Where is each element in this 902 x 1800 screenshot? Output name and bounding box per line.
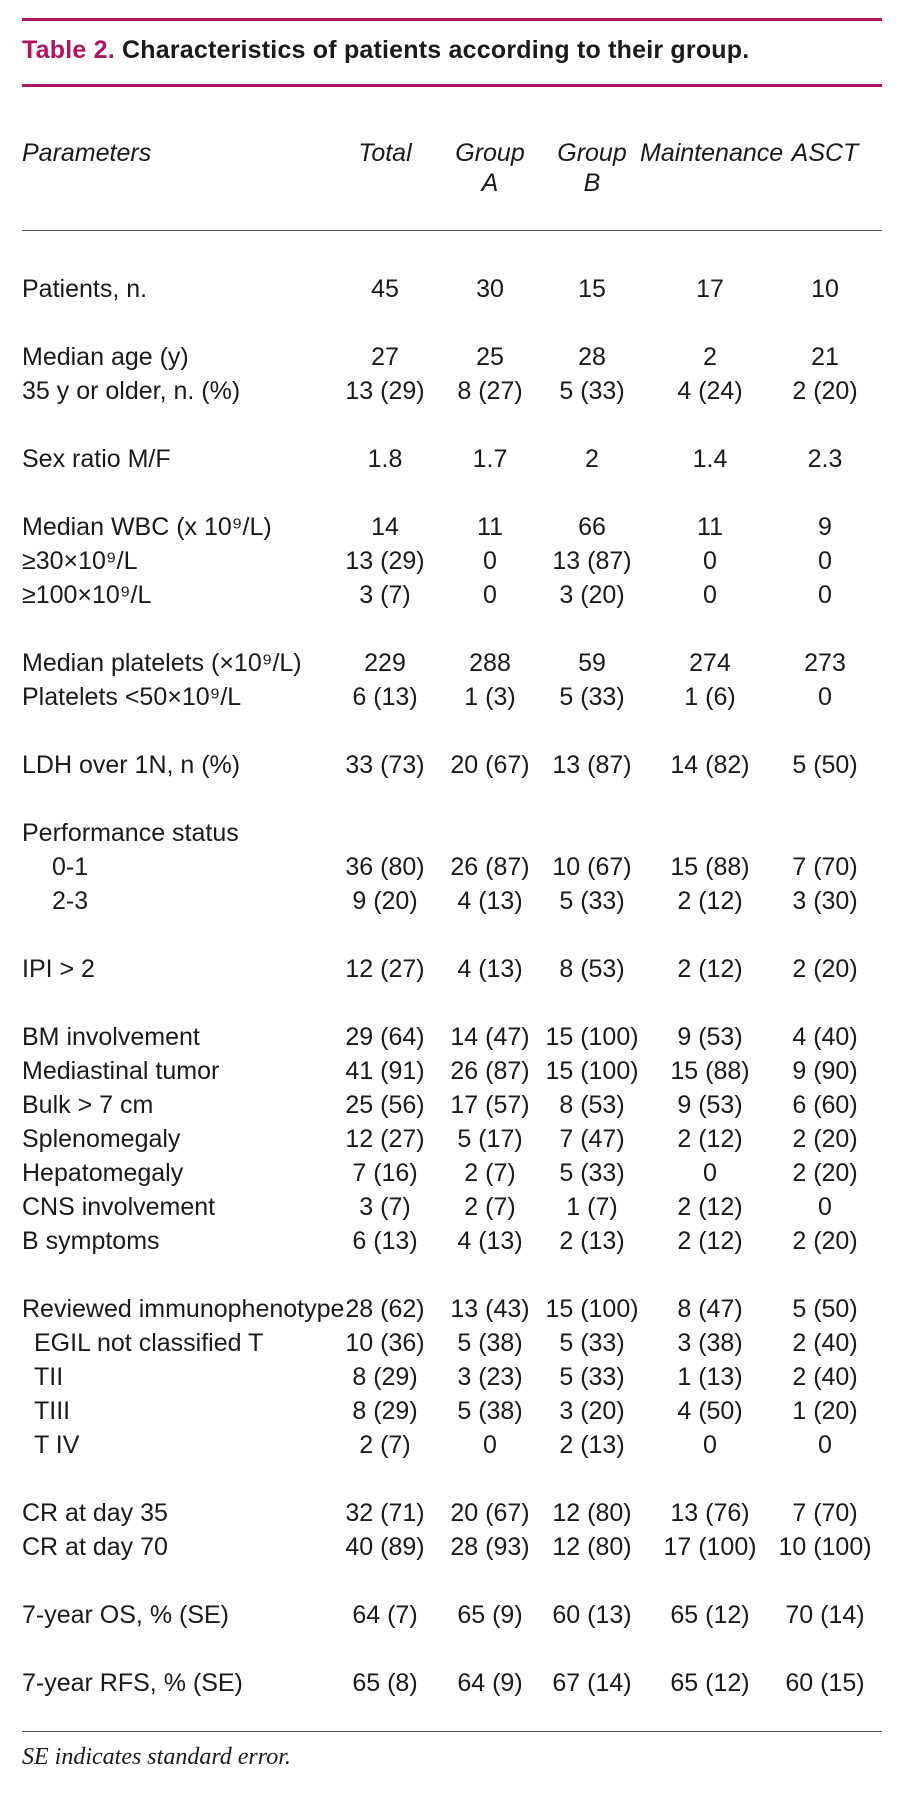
cell-asct: 9 (90) [792,1057,858,1085]
cell-total: 36 (80) [345,853,425,881]
cell-asct: 0 [818,1431,832,1459]
cell-total: 8 (29) [352,1397,418,1425]
cell-total: 2 (7) [359,1431,411,1459]
table-row [0,1496,902,1530]
cell-asct: 2 (20) [792,377,858,405]
row-label: Performance status [22,819,239,847]
cell-maintenance: 0 [703,1159,717,1187]
cell-group-a: 2 (7) [464,1159,516,1187]
row-label: 2-3 [52,887,89,915]
cell-maintenance: 13 (76) [670,1499,750,1527]
cell-group-a: 5 (38) [457,1397,523,1425]
cell-asct: 70 (14) [785,1601,865,1629]
cell-group-a: 1 (3) [464,683,516,711]
row-label: Median WBC (x 10⁹/L) [22,513,272,541]
cell-total: 8 (29) [352,1363,418,1391]
cell-maintenance: 1 (13) [677,1363,743,1391]
header-asct: ASCT [791,139,859,167]
cell-group-a: 0 [483,547,497,575]
header-rule [22,230,882,231]
row-label: 7-year RFS, % (SE) [22,1669,243,1697]
cell-maintenance: 65 (12) [670,1601,750,1629]
table-row [0,1530,902,1564]
cell-group-a: 28 (93) [450,1533,530,1561]
cell-asct: 10 [811,275,839,303]
row-label: ≥30×10⁹/L [22,547,138,575]
cell-asct: 0 [818,683,832,711]
header-group-a-line2: A [481,169,499,197]
cell-group-a: 65 (9) [457,1601,523,1629]
cell-maintenance: 9 (53) [677,1091,743,1119]
cell-asct: 2.3 [807,445,843,473]
cell-group-b: 2 (13) [559,1431,625,1459]
cell-maintenance: 2 [703,343,717,371]
cell-total: 13 (29) [345,377,425,405]
cell-group-a: 4 (13) [457,955,523,983]
row-label: Reviewed immunophenotype [22,1295,345,1323]
cell-maintenance: 0 [703,547,717,575]
cell-group-a: 4 (13) [457,1227,523,1255]
row-label: B symptoms [22,1227,160,1255]
cell-total: 7 (16) [352,1159,418,1187]
cell-group-a: 1.7 [472,445,508,473]
table-top-rule [22,18,882,21]
table-row [0,1292,902,1326]
table-row [0,1394,902,1428]
cell-total: 10 (36) [345,1329,425,1357]
table-row [0,850,902,884]
table-row [0,1326,902,1360]
table-row [0,680,902,714]
table-row [0,340,902,374]
header-parameters: Parameters [22,139,152,167]
table-row [0,578,902,612]
cell-asct: 0 [818,547,832,575]
cell-group-b: 5 (33) [559,1159,625,1187]
cell-total: 6 (13) [352,1227,418,1255]
cell-group-b: 3 (20) [559,581,625,609]
cell-group-a: 3 (23) [457,1363,523,1391]
footnote: SE indicates standard error. [22,1744,291,1770]
row-label: TII [34,1363,64,1391]
table-row [0,1428,902,1462]
cell-maintenance: 9 (53) [677,1023,743,1051]
cell-total: 6 (13) [352,683,418,711]
cell-total: 64 (7) [352,1601,418,1629]
table-row [0,374,902,408]
cell-total: 33 (73) [345,751,425,779]
table-row [0,272,902,306]
cell-total: 45 [371,275,399,303]
row-label: Hepatomegaly [22,1159,184,1187]
cell-group-b: 15 (100) [545,1295,639,1323]
cell-asct: 2 (20) [792,1125,858,1153]
row-label: 7-year OS, % (SE) [22,1601,229,1629]
cell-total: 3 (7) [359,1193,411,1221]
cell-group-b: 1 (7) [566,1193,618,1221]
cell-total: 65 (8) [352,1669,418,1697]
cell-group-a: 25 [476,343,504,371]
cell-maintenance: 2 (12) [677,1193,743,1221]
table-row [0,952,902,986]
table-row [0,1190,902,1224]
cell-total: 41 (91) [345,1057,425,1085]
cell-group-b: 60 (13) [552,1601,632,1629]
row-label: IPI > 2 [22,955,95,983]
cell-asct: 10 (100) [778,1533,872,1561]
cell-group-a: 30 [476,275,504,303]
cell-maintenance: 8 (47) [677,1295,743,1323]
cell-group-b: 5 (33) [559,683,625,711]
cell-group-a: 5 (38) [457,1329,523,1357]
cell-asct: 3 (30) [792,887,858,915]
cell-total: 229 [364,649,406,677]
table-row [0,544,902,578]
cell-group-a: 0 [483,581,497,609]
header-group-a [435,138,545,198]
row-label: Bulk > 7 cm [22,1091,154,1119]
cell-asct: 7 (70) [792,853,858,881]
cell-group-a: 13 (43) [450,1295,530,1323]
table-caption: Characteristics of patients according to their group. [122,36,750,64]
cell-group-a: 14 (47) [450,1023,530,1051]
cell-total: 1.8 [367,445,403,473]
table-row [0,1598,902,1632]
cell-group-a: 20 (67) [450,751,530,779]
cell-group-b: 5 (33) [559,377,625,405]
cell-total: 28 (62) [345,1295,425,1323]
cell-group-b: 7 (47) [559,1125,625,1153]
cell-maintenance: 3 (38) [677,1329,743,1357]
cell-group-b: 5 (33) [559,1363,625,1391]
cell-group-a: 20 (67) [450,1499,530,1527]
row-label: Median platelets (×10⁹/L) [22,649,302,677]
row-label: CR at day 70 [22,1533,168,1561]
cell-total: 29 (64) [345,1023,425,1051]
cell-group-b: 8 (53) [559,955,625,983]
cell-maintenance: 0 [703,1431,717,1459]
table-row [0,1088,902,1122]
table-row [0,442,902,476]
cell-maintenance: 11 [697,513,723,541]
table-row [0,1360,902,1394]
cell-group-b: 59 [578,649,606,677]
row-label: EGIL not classified T [34,1329,264,1357]
table-row [0,1666,902,1700]
row-label: CNS involvement [22,1193,216,1221]
header-group-b-line2: B [583,169,601,197]
cell-group-a: 17 (57) [450,1091,530,1119]
cell-group-a: 288 [469,649,511,677]
cell-maintenance: 274 [689,649,731,677]
cell-group-b: 67 (14) [552,1669,632,1697]
cell-maintenance: 4 (50) [677,1397,743,1425]
cell-group-b: 5 (33) [559,887,625,915]
table-number: Table 2. [22,36,115,64]
cell-asct: 1 (20) [792,1397,858,1425]
cell-group-b: 2 [585,445,599,473]
row-label: ≥100×10⁹/L [22,581,152,609]
table-row [0,1224,902,1258]
row-label: 0-1 [52,853,89,881]
cell-group-b: 5 (33) [559,1329,625,1357]
cell-group-a: 26 (87) [450,853,530,881]
cell-maintenance: 2 (12) [677,887,743,915]
cell-group-b: 3 (20) [559,1397,625,1425]
header-group-b-line1: Group [557,139,627,167]
table-row [0,646,902,680]
row-label: Mediastinal tumor [22,1057,220,1085]
table-row [0,816,902,850]
cell-asct: 2 (20) [792,955,858,983]
row-label: Sex ratio M/F [22,445,171,473]
cell-total: 12 (27) [345,1125,425,1153]
cell-group-a: 64 (9) [457,1669,523,1697]
cell-asct: 60 (15) [785,1669,865,1697]
table-row [0,1054,902,1088]
table-row [0,510,902,544]
cell-maintenance: 1.4 [692,445,728,473]
row-label: Patients, n. [22,275,148,303]
table-row [0,1156,902,1190]
table-title [22,36,749,65]
cell-asct: 6 (60) [792,1091,858,1119]
row-label: Platelets <50×10⁹/L [22,683,242,711]
cell-maintenance: 65 (12) [670,1669,750,1697]
row-label: LDH over 1N, n (%) [22,751,241,779]
cell-asct: 21 [811,343,839,371]
cell-asct: 2 (40) [792,1329,858,1357]
row-label: BM involvement [22,1023,200,1051]
cell-maintenance: 0 [703,581,717,609]
cell-total: 13 (29) [345,547,425,575]
bottom-rule [22,1731,882,1732]
header-group-a-line1: Group [455,139,525,167]
cell-maintenance: 15 (88) [670,1057,750,1085]
cell-group-a: 11 [477,513,503,541]
cell-group-a: 4 (13) [457,887,523,915]
cell-asct: 4 (40) [792,1023,858,1051]
cell-asct: 5 (50) [792,1295,858,1323]
cell-maintenance: 2 (12) [677,1227,743,1255]
cell-group-b: 15 (100) [545,1023,639,1051]
cell-group-b: 2 (13) [559,1227,625,1255]
row-label: TIII [34,1397,71,1425]
cell-asct: 9 [818,513,832,541]
cell-asct: 5 (50) [792,751,858,779]
cell-asct: 0 [818,1193,832,1221]
table-row [0,1122,902,1156]
cell-total: 32 (71) [345,1499,425,1527]
cell-group-b: 15 [578,275,606,303]
table-row [0,1020,902,1054]
row-label: Splenomegaly [22,1125,181,1153]
cell-maintenance: 15 (88) [670,853,750,881]
cell-total: 40 (89) [345,1533,425,1561]
cell-total: 14 [371,513,399,541]
cell-asct: 7 (70) [792,1499,858,1527]
cell-group-b: 12 (80) [552,1499,632,1527]
cell-maintenance: 2 (12) [677,955,743,983]
cell-total: 3 (7) [359,581,411,609]
cell-maintenance: 14 (82) [670,751,750,779]
cell-group-b: 13 (87) [552,547,632,575]
row-label: 35 y or older, n. (%) [22,377,241,405]
cell-maintenance: 1 (6) [684,683,736,711]
cell-asct: 273 [804,649,846,677]
cell-group-b: 13 (87) [552,751,632,779]
cell-group-b: 15 (100) [545,1057,639,1085]
cell-asct: 2 (20) [792,1159,858,1187]
header-total: Total [358,139,412,167]
cell-maintenance: 4 (24) [677,377,743,405]
cell-maintenance: 17 [696,275,724,303]
cell-group-b: 10 (67) [552,853,632,881]
cell-group-b: 28 [578,343,606,371]
table-row [0,748,902,782]
row-label: Median age (y) [22,343,189,371]
cell-group-b: 8 (53) [559,1091,625,1119]
cell-group-a: 2 (7) [464,1193,516,1221]
title-rule [22,84,882,87]
cell-total: 25 (56) [345,1091,425,1119]
cell-group-a: 5 (17) [457,1125,523,1153]
header-maintenance: Maintenance [640,139,784,167]
row-label: T IV [34,1431,80,1459]
cell-group-a: 26 (87) [450,1057,530,1085]
row-label: CR at day 35 [22,1499,168,1527]
cell-asct: 0 [818,581,832,609]
cell-group-a: 8 (27) [457,377,523,405]
cell-group-b: 12 (80) [552,1533,632,1561]
cell-maintenance: 2 (12) [677,1125,743,1153]
cell-asct: 2 (40) [792,1363,858,1391]
table-row [0,884,902,918]
cell-asct: 2 (20) [792,1227,858,1255]
cell-total: 9 (20) [352,887,418,915]
header-group-b [537,138,647,198]
cell-maintenance: 17 (100) [663,1533,757,1561]
cell-group-b: 66 [578,513,606,541]
cell-group-a: 0 [483,1431,497,1459]
cell-total: 12 (27) [345,955,425,983]
cell-total: 27 [371,343,399,371]
